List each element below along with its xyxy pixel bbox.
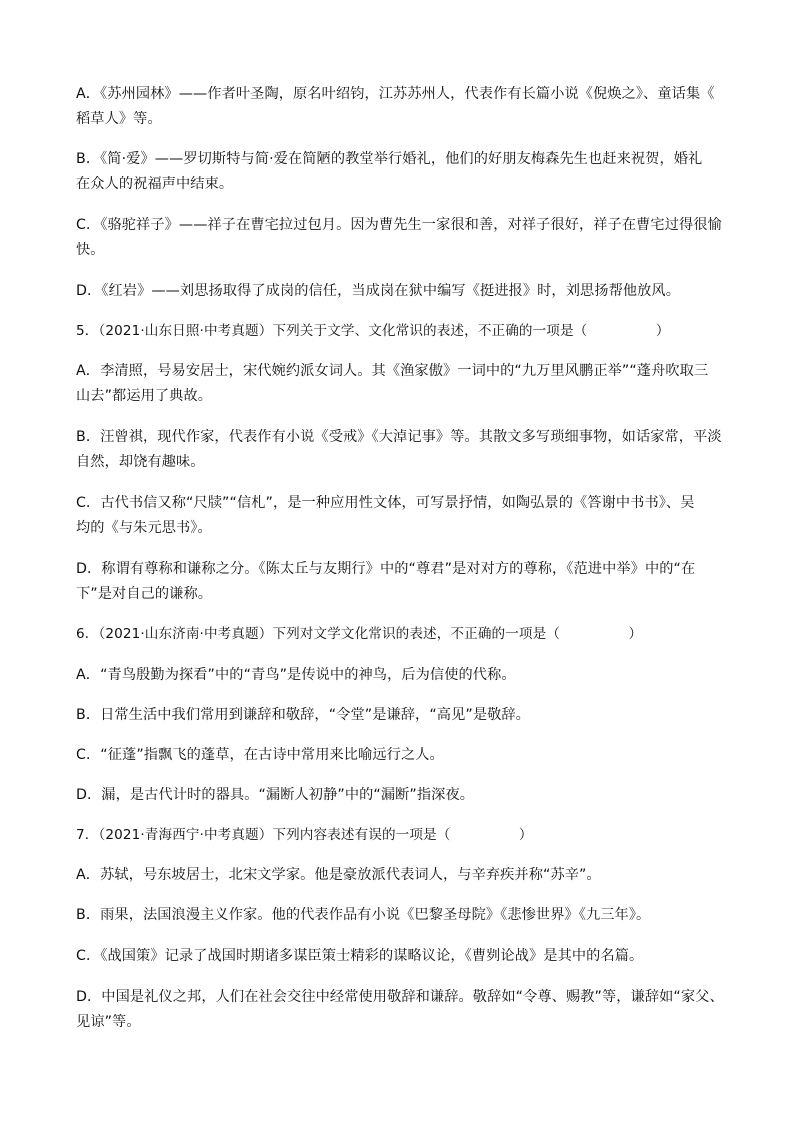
q5-option-a-line-2: 山去”都运用了典故。 bbox=[76, 388, 213, 404]
q6-option-b: B．日常生活中我们常用到谦辞和敬辞，“令堂”是谦辞，“高见”是敬辞。 bbox=[76, 707, 530, 723]
q6-option-c: C．“征蓬”指飘飞的蓬草，在古诗中常用来比喻远行之人。 bbox=[76, 747, 444, 763]
q5-option-b-line-1: B．汪曾祺，现代作家，代表作有小说《受戒》《大淖记事》等。其散文多写琐细事物，如话家常，平淡 bbox=[76, 429, 722, 445]
q5-option-a-line-1: A．李清照，号易安居士，宋代婉约派女词人。其《渔家傲》一词中的“九万里风鹏正举”“蓬舟吹取三 bbox=[76, 363, 709, 379]
q7-option-a: A．苏轼，号东坡居士，北宋文学家。他是豪放派代表词人，与辛弃疾并称“苏辛”。 bbox=[76, 867, 601, 883]
q5-option-d-line-2: 下”是对自己的谦称。 bbox=[76, 586, 213, 602]
q6-option-a: A．“青鸟殷勤为探看”中的“青鸟”是传说中的神鸟，后为信使的代称。 bbox=[76, 667, 516, 683]
option-c-line-2: 快。 bbox=[76, 242, 105, 258]
q5-option-c-line-2: 均的《与朱元思书》。 bbox=[76, 520, 212, 536]
q5-option-d-line-1: D．称谓有尊称和谦称之分。《陈太丘与友期行》中的“尊君”是对对方的尊称，《范进中举》中的“在 bbox=[76, 561, 696, 577]
q5-option-b-line-2: 自然，却饶有趣味。 bbox=[76, 454, 205, 470]
q6-option-d: D．漏，是古代计时的器具。“漏断人初静”中的“漏断”指深夜。 bbox=[76, 787, 475, 803]
question-6-stem: 6．（2021·山东济南·中考真题）下列对文学文化常识的表述，不正确的一项是（ ） bbox=[76, 626, 643, 642]
option-c-line-1: C．《骆驼祥子》——祥子在曹宅拉过包月。因为曹先生一家很和善，对祥子很好，祥子在曹宅过得很愉 bbox=[76, 217, 722, 233]
question-7-stem: 7．（2021·青海西宁·中考真题）下列内容表述有误的一项是（ ） bbox=[76, 827, 533, 843]
q7-option-b: B．雨果，法国浪漫主义作家。他的代表作品有小说《巴黎圣母院》《悲惨世界》《九三年》。 bbox=[76, 907, 651, 923]
q7-option-c: C．《战国策》记录了战国时期诸多谋臣策士精彩的谋略议论，《曹刿论战》是其中的名篇。 bbox=[76, 948, 644, 964]
option-b-line-1: B．《简·爱》——罗切斯特与简·爱在简陋的教堂举行婚礼，他们的好朋友梅森先生也赶来祝贺，婚礼 bbox=[76, 151, 703, 167]
q5-option-c-line-1: C．古代书信又称“尺牍”“信札”，是一种应用性文体，可写景抒情，如陶弘景的《答谢中书书》、吴 bbox=[76, 495, 695, 511]
q7-option-d-line-2: 见谅”等。 bbox=[76, 1014, 141, 1030]
q7-option-d-line-1: D．中国是礼仪之邦，人们在社会交往中经常使用敬辞和谦辞。敬辞如“令尊、赐教”等，谦辞如“家父、 bbox=[76, 989, 724, 1005]
option-d-line-1: D．《红岩》——刘思扬取得了成岗的信任，当成岗在狱中编写《挺进报》时，刘思扬帮他放风。 bbox=[76, 283, 681, 299]
option-b-line-2: 在众人的祝福声中结束。 bbox=[76, 176, 234, 192]
question-5-stem: 5．（2021·山东日照·中考真题）下列关于文学、文化常识的表述，不正确的一项是（ ） bbox=[76, 323, 670, 339]
option-a-line-2: 稻草人》等。 bbox=[76, 111, 162, 127]
option-a-line-1: A．《苏州园林》——作者叶圣陶，原名叶绍钧，江苏苏州人，代表作有长篇小说《倪焕之》、童话集《 bbox=[76, 86, 715, 102]
